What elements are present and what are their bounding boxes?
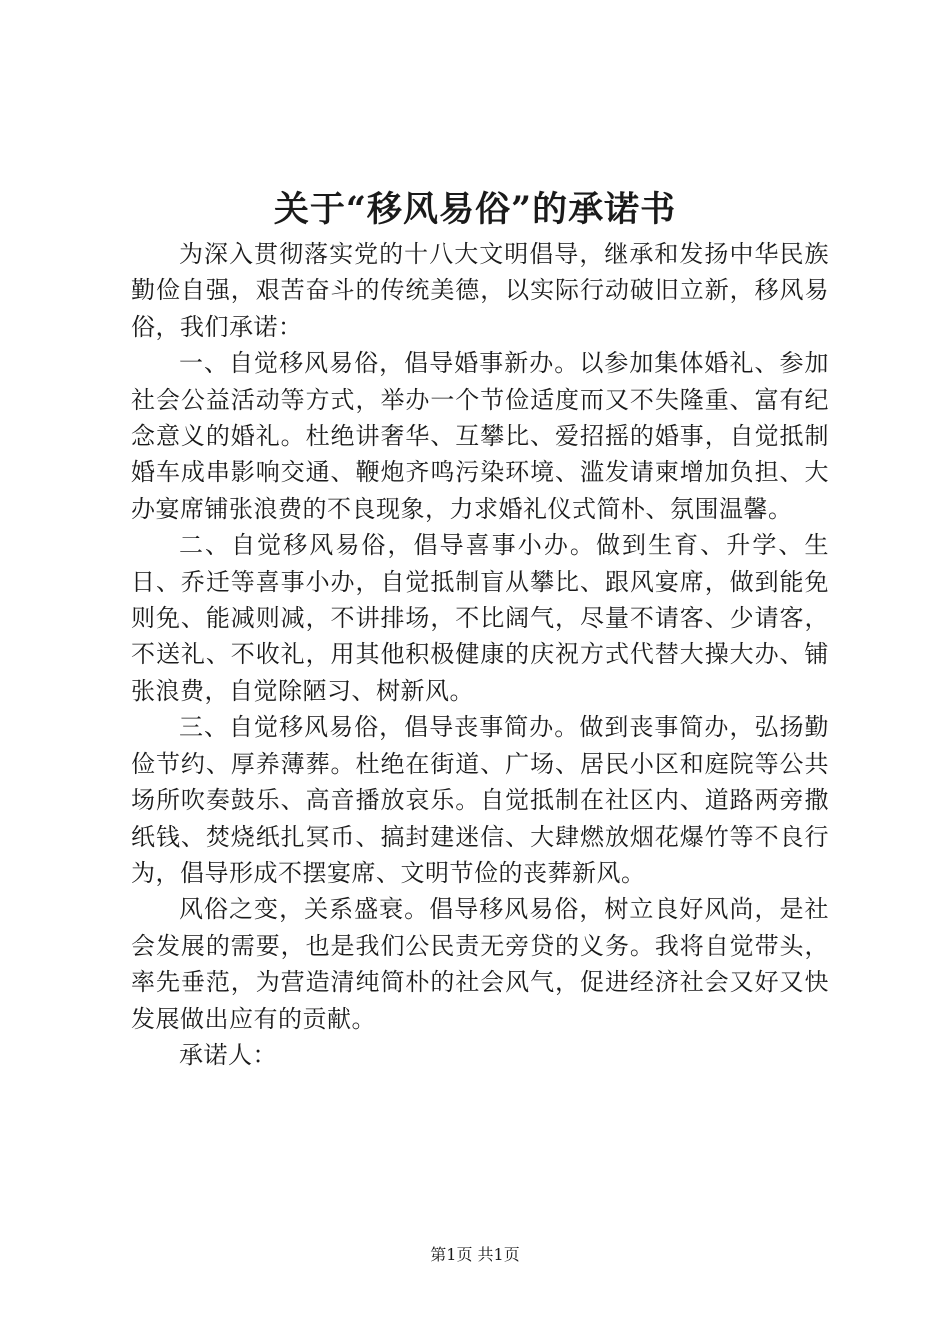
signature-line: 承诺人： [179, 1040, 277, 1069]
paragraph-conclusion: 风俗之变，关系盛衰。倡导移风易俗，树立良好风尚，是社会发展的需要，也是我们公民责无旁贷的义务。我将自觉带头，率先垂范，为营造清纯简朴的社会风气，促进经济社会又好又快发展做出应有的贡献。 [131, 895, 829, 1033]
page-number-footer: 第1页 共1页 [430, 1245, 520, 1264]
paragraph-funeral: 三、自觉移风易俗，倡导丧事简办。做到丧事简办，弘扬勤俭节约、厚养薄葬。杜绝在街道、广场、居民小区和庭院等公共场所吹奏鼓乐、高音播放哀乐。自觉抵制在社区内、道路两旁撒纸钱、焚烧纸扎冥币、搞封建迷信、大肆燃放烟花爆竹等不良行为，倡导形成不摆宴席、文明节俭的丧葬新风。 [131, 713, 829, 887]
paragraph-celebration: 二、自觉移风易俗，倡导喜事小办。做到生育、升学、生日、乔迁等喜事小办，自觉抵制盲从攀比、跟风宴席，做到能免则免、能减则减，不讲排场，不比阔气，尽量不请客、少请客，不送礼、不收礼，用其他积极健康的庆祝方式代替大操大办、铺张浪费，自觉除陋习、树新风。 [131, 531, 829, 705]
document-title: 关于“移风易俗”的承诺书 [273, 189, 677, 230]
paragraph-intro: 为深入贯彻落实党的十八大文明倡导，继承和发扬中华民族勤俭自强，艰苦奋斗的传统美德，以实际行动破旧立新，移风易俗，我们承诺： [131, 240, 829, 341]
paragraph-wedding: 一、自觉移风易俗，倡导婚事新办。以参加集体婚礼、参加社会公益活动等方式，举办一个节俭适度而又不失隆重、富有纪念意义的婚礼。杜绝讲奢华、互攀比、爱招摇的婚事，自觉抵制婚车成串影响交通、鞭炮齐鸣污染环境、滥发请柬增加负担、大办宴席铺张浪费的不良现象，力求婚礼仪式简朴、氛围温馨。 [131, 349, 829, 523]
document-body [131, 236, 829, 1073]
